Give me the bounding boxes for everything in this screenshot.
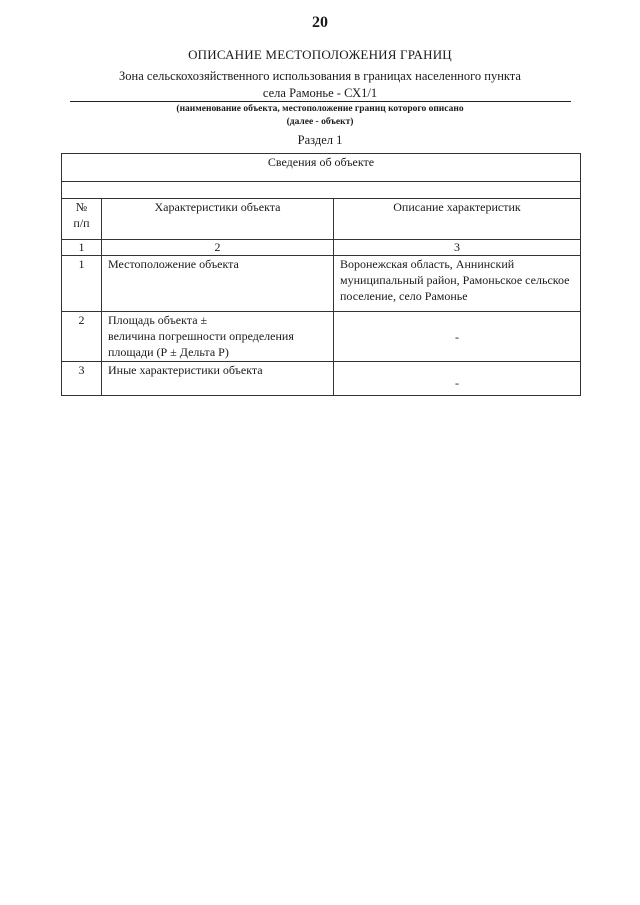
- column-index-1: 1: [62, 240, 102, 256]
- row-number: 2: [62, 312, 102, 362]
- column-header-number: № п/п: [62, 199, 102, 240]
- caption-line-1: (наименование объекта, местоположение границ которого описано: [176, 104, 464, 114]
- object-info-table: [61, 153, 581, 396]
- table-title-row: [62, 154, 581, 182]
- underline-rule: [70, 101, 571, 102]
- table-row: [62, 312, 581, 362]
- caption-line-2: (далее - объект): [286, 117, 354, 127]
- row-characteristic: Иные характеристики объекта: [102, 362, 334, 396]
- row-characteristic: Площадь объекта ± величина погрешности определения площади (Р ± Дельта Р): [102, 312, 334, 362]
- table-row: [62, 362, 581, 396]
- column-index-2: 2: [102, 240, 334, 256]
- object-caption: [0, 103, 640, 129]
- column-index-row: [62, 240, 581, 256]
- page-number: 20: [312, 14, 328, 31]
- table-blank-row: [62, 182, 581, 199]
- blank-cell: [62, 182, 581, 199]
- object-name: [60, 68, 580, 102]
- row-number: 3: [62, 362, 102, 396]
- row-description: -: [334, 312, 581, 362]
- column-header-characteristics: Характеристики объекта: [102, 199, 334, 240]
- object-name-line-2: села Рамонье - СХ1/1: [262, 86, 378, 100]
- row-number: 1: [62, 256, 102, 312]
- table-title: Сведения об объекте: [62, 154, 581, 182]
- column-header-row: [62, 199, 581, 240]
- row-characteristic: Местоположение объекта: [102, 256, 334, 312]
- column-header-description: Описание характеристик: [334, 199, 581, 240]
- section-heading: Раздел 1: [297, 133, 343, 147]
- document-title: ОПИСАНИЕ МЕСТОПОЛОЖЕНИЯ ГРАНИЦ: [188, 47, 452, 62]
- row-description: Воронежская область, Аннинский муниципальный район, Рамоньское сельское поселение, село Рамонье: [334, 256, 581, 312]
- column-index-3: 3: [334, 240, 581, 256]
- row-description: -: [334, 362, 581, 396]
- object-name-line-1: Зона сельскохозяйственного использования в границах населенного пункта: [119, 69, 521, 83]
- table-row: [62, 256, 581, 312]
